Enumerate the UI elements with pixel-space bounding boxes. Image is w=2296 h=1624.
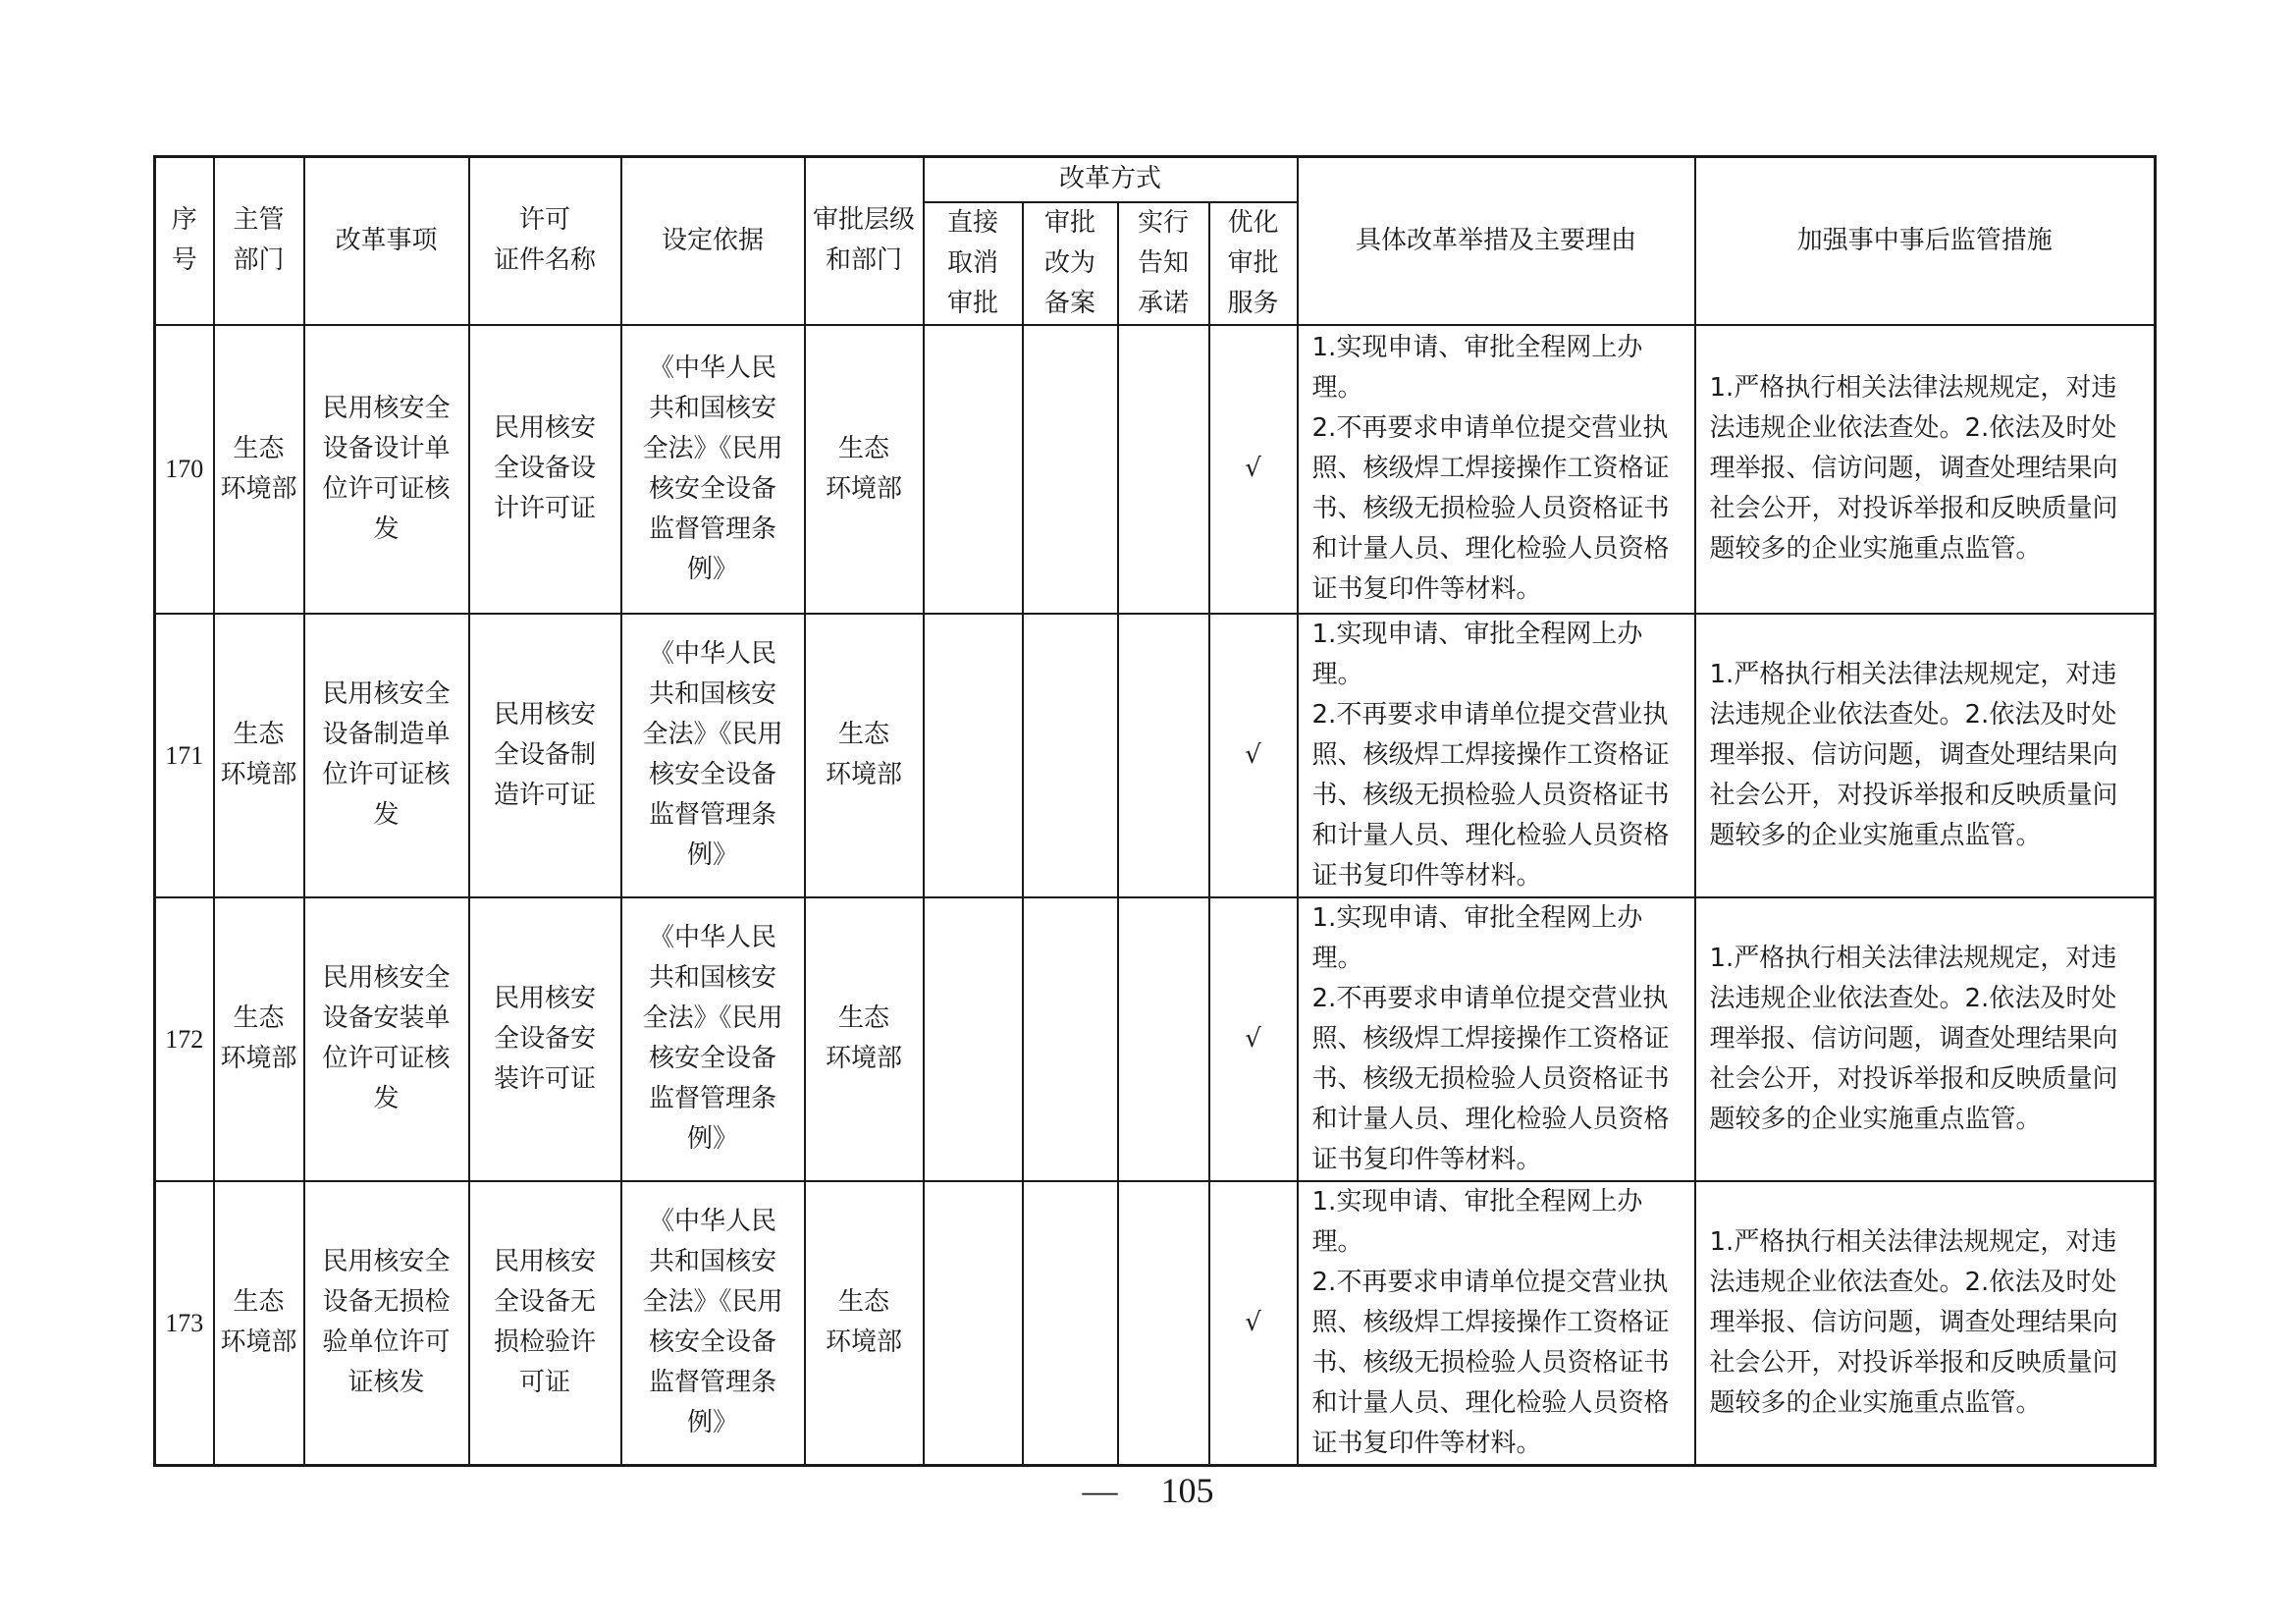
row-basis: 《中华人民 共和国核安 全法》《民用 核安全设备 监督管理条 例》 <box>621 325 805 614</box>
row-method-cancel <box>924 614 1023 897</box>
row-method-filing <box>1023 614 1118 897</box>
table-row <box>155 1181 2156 1466</box>
header-method-cancel: 直接 取消 审批 <box>924 202 1023 325</box>
row-license: 民用核安 全设备制 造许可证 <box>469 614 621 897</box>
row-dept: 生态 环境部 <box>214 897 304 1181</box>
row-seq: 172 <box>155 897 214 1181</box>
header-dept: 主管 部门 <box>214 157 304 325</box>
row-method-cancel <box>924 1181 1023 1466</box>
header-method-optimize: 优化 审批 服务 <box>1209 202 1298 325</box>
row-method-cancel <box>924 897 1023 1181</box>
row-item: 民用核安全 设备安装单 位许可证核 发 <box>304 897 469 1181</box>
header-method-group: 改革方式 <box>924 157 1298 202</box>
table-row <box>155 325 2156 614</box>
row-method-filing <box>1023 1181 1118 1466</box>
row-level: 生态 环境部 <box>805 897 924 1181</box>
row-level: 生态 环境部 <box>805 614 924 897</box>
row-dept: 生态 环境部 <box>214 614 304 897</box>
row-method-optimize-check: √ <box>1209 325 1298 614</box>
row-measures: 1.实现申请、审批全程网上办理。 2.不再要求申请单位提交营业执 照、核级焊工焊接操作工资格证 书、核级无损检验人员资格证书 和计量人员、理化检验人员资格 证书复印件等材料。 <box>1298 1181 1695 1466</box>
row-method-notify <box>1118 325 1209 614</box>
row-measures: 1.实现申请、审批全程网上办理。 2.不再要求申请单位提交营业执 照、核级焊工焊接操作工资格证 书、核级无损检验人员资格证书 和计量人员、理化检验人员资格 证书复印件等材料。 <box>1298 614 1695 897</box>
row-supervision: 1.严格执行相关法律法规规定，对违 法违规企业依法查处。2.依法及时处 理举报、信访问题，调查处理结果向 社会公开，对投诉举报和反映质量问 题较多的企业实施重点监管。 <box>1695 614 2156 897</box>
reform-table <box>153 155 2157 1467</box>
row-level: 生态 环境部 <box>805 1181 924 1466</box>
header-basis: 设定依据 <box>621 157 805 325</box>
row-measures: 1.实现申请、审批全程网上办理。 2.不再要求申请单位提交营业执 照、核级焊工焊接操作工资格证 书、核级无损检验人员资格证书 和计量人员、理化检验人员资格 证书复印件等材料。 <box>1298 897 1695 1181</box>
row-supervision: 1.严格执行相关法律法规规定，对违 法违规企业依法查处。2.依法及时处 理举报、信访问题，调查处理结果向 社会公开，对投诉举报和反映质量问 题较多的企业实施重点监管。 <box>1695 325 2156 614</box>
row-basis: 《中华人民 共和国核安 全法》《民用 核安全设备 监督管理条 例》 <box>621 1181 805 1466</box>
row-supervision: 1.严格执行相关法律法规规定，对违 法违规企业依法查处。2.依法及时处 理举报、信访问题，调查处理结果向 社会公开，对投诉举报和反映质量问 题较多的企业实施重点监管。 <box>1695 1181 2156 1466</box>
header-measures: 具体改革举措及主要理由 <box>1298 157 1695 325</box>
row-license: 民用核安 全设备设 计许可证 <box>469 325 621 614</box>
row-seq: 170 <box>155 325 214 614</box>
row-license: 民用核安 全设备安 装许可证 <box>469 897 621 1181</box>
row-level: 生态 环境部 <box>805 325 924 614</box>
row-method-notify <box>1118 1181 1209 1466</box>
row-item: 民用核安全 设备制造单 位许可证核 发 <box>304 614 469 897</box>
row-basis: 《中华人民 共和国核安 全法》《民用 核安全设备 监督管理条 例》 <box>621 614 805 897</box>
table-row <box>155 897 2156 1181</box>
footer-dash: — <box>1082 1471 1118 1510</box>
row-measures: 1.实现申请、审批全程网上办理。 2.不再要求申请单位提交营业执 照、核级焊工焊接操作工资格证 书、核级无损检验人员资格证书 和计量人员、理化检验人员资格 证书复印件等材料。 <box>1298 325 1695 614</box>
table-row <box>155 614 2156 897</box>
row-seq: 171 <box>155 614 214 897</box>
page-number: 105 <box>1160 1471 1214 1510</box>
row-item: 民用核安全 设备无损检 验单位许可 证核发 <box>304 1181 469 1466</box>
header-seq: 序 号 <box>155 157 214 325</box>
row-dept: 生态 环境部 <box>214 325 304 614</box>
header-item: 改革事项 <box>304 157 469 325</box>
page-footer <box>0 1469 2296 1512</box>
row-item: 民用核安全 设备设计单 位许可证核 发 <box>304 325 469 614</box>
row-method-optimize-check: √ <box>1209 897 1298 1181</box>
header-method-notify: 实行 告知 承诺 <box>1118 202 1209 325</box>
row-method-notify <box>1118 614 1209 897</box>
header-method-filing: 审批 改为 备案 <box>1023 202 1118 325</box>
row-method-optimize-check: √ <box>1209 614 1298 897</box>
row-method-cancel <box>924 325 1023 614</box>
row-method-notify <box>1118 897 1209 1181</box>
header-level: 审批层级 和部门 <box>805 157 924 325</box>
row-method-optimize-check: √ <box>1209 1181 1298 1466</box>
table-body <box>155 325 2156 1466</box>
row-method-filing <box>1023 897 1118 1181</box>
row-seq: 173 <box>155 1181 214 1466</box>
row-license: 民用核安 全设备无 损检验许 可证 <box>469 1181 621 1466</box>
row-method-filing <box>1023 325 1118 614</box>
row-dept: 生态 环境部 <box>214 1181 304 1466</box>
row-basis: 《中华人民 共和国核安 全法》《民用 核安全设备 监督管理条 例》 <box>621 897 805 1181</box>
header-license: 许可 证件名称 <box>469 157 621 325</box>
table-header <box>155 157 2156 325</box>
row-supervision: 1.严格执行相关法律法规规定，对违 法违规企业依法查处。2.依法及时处 理举报、信访问题，调查处理结果向 社会公开，对投诉举报和反映质量问 题较多的企业实施重点监管。 <box>1695 897 2156 1181</box>
header-supervision: 加强事中事后监管措施 <box>1695 157 2156 325</box>
